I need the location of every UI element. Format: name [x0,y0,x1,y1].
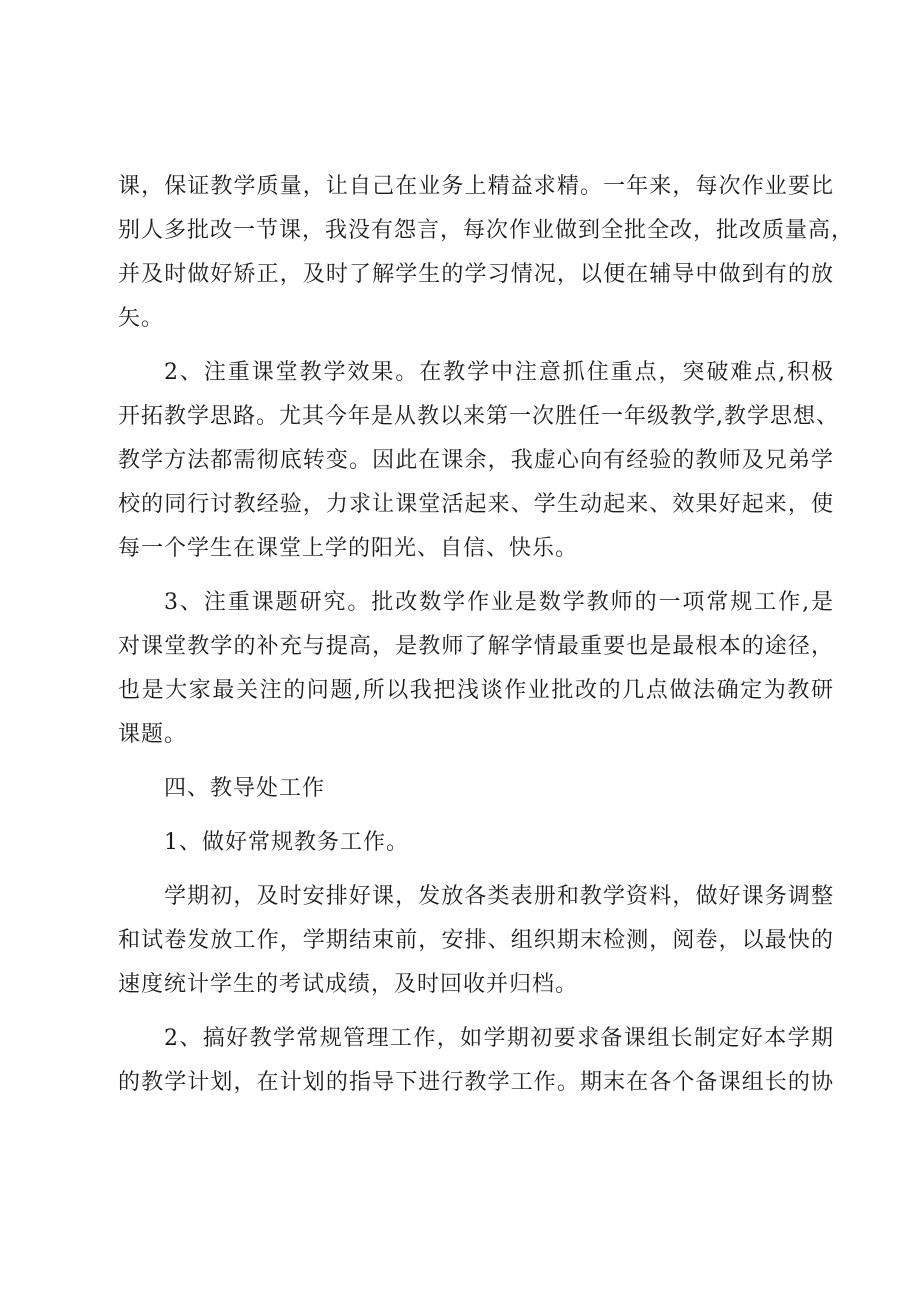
paragraph-line: 2、搞好教学常规管理工作，如学期初要求备课组长制定好本学期 [164,1026,834,1051]
paragraph-line: 对课堂教学的补充与提高，是教师了解学情最重要也是最根本的途径， [118,634,834,659]
paragraph-gap [118,865,834,875]
paragraph-line: 别人多批改一节课，我没有怨言，每次作业做到全批全改，批改质量高， [118,218,855,243]
paragraph-gap [118,757,834,767]
paragraph-gap [118,1007,834,1017]
paragraph-line: 1、做好常规教务工作。 [164,830,409,855]
paragraph-line: 也是大家最关注的问题,所以我把浅谈作业批改的几点做法确定为教研 [118,678,834,703]
paragraph-line: 并及时做好矫正，及时了解学生的学习情况，以便在辅导中做到有的放 [118,262,834,287]
paragraph-line: 2、注重课堂教学效果。在教学中注意抓住重点，突破难点,积极 [164,360,834,385]
paragraph-line: 课，保证教学质量，让自己在业务上精益求精。一年来，每次作业要比 [118,174,834,199]
paragraph-line: 的教学计划，在计划的指导下进行教学工作。期末在各个备课组长的协 [118,1070,834,1095]
paragraph-line: 学期初，及时安排好课，发放各类表册和教学资料，做好课务调整 [164,884,834,909]
paragraph-line: 教学方法都需彻底转变。因此在课余，我虚心向有经验的教师及兄弟学 [118,448,834,473]
section-heading: 四、教导处工作 [164,776,326,801]
paragraph-line: 速度统计学生的考试成绩，及时回收并归档。 [118,972,579,997]
paragraph-line: 矢。 [118,306,165,331]
paragraph-line: 课题。 [118,722,188,747]
paragraph-gap [118,811,834,821]
document-body [118,165,855,1105]
paragraph-line: 和试卷发放工作，学期结束前，安排、组织期末检测，阅卷，以最快的 [118,928,834,953]
paragraph-line: 开拓教学思路。尤其今年是从教以来第一次胜任一年级教学,教学思想、 [118,404,839,429]
paragraph-gap [118,341,834,351]
paragraph-gap [118,571,834,581]
paragraph-line: 3、注重课题研究。批改数学作业是数学教师的一项常规工作,是 [164,590,834,615]
paragraph-line: 校的同行讨教经验，力求让课堂活起来、学生动起来、效果好起来，使 [118,492,834,517]
paragraph-line: 每一个学生在课堂上学的阳光、自信、快乐。 [118,536,579,561]
